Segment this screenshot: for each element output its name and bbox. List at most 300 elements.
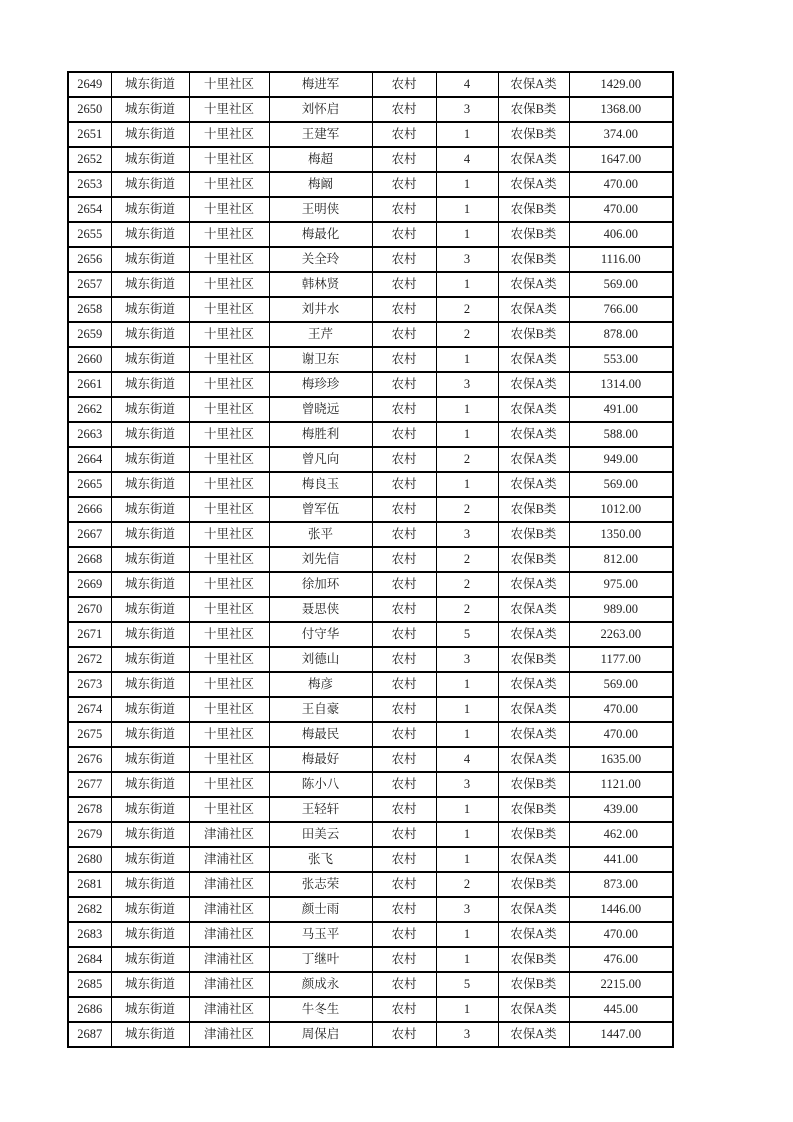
table-cell: 3 <box>436 372 498 397</box>
table-cell: 农保A类 <box>498 297 569 322</box>
table-cell: 津浦社区 <box>189 997 269 1022</box>
table-cell: 农保A类 <box>498 72 569 97</box>
table-cell: 1647.00 <box>569 147 673 172</box>
table-cell: 2687 <box>68 1022 111 1047</box>
table-cell: 2 <box>436 872 498 897</box>
table-cell: 梅珍珍 <box>269 372 372 397</box>
table-cell: 城东街道 <box>111 447 189 472</box>
table-row <box>68 147 673 172</box>
table-row <box>68 272 673 297</box>
table-cell: 梅最化 <box>269 222 372 247</box>
table-cell: 城东街道 <box>111 497 189 522</box>
table-cell: 王轻轩 <box>269 797 372 822</box>
table-cell: 城东街道 <box>111 297 189 322</box>
table-cell: 城东街道 <box>111 997 189 1022</box>
table-cell: 1177.00 <box>569 647 673 672</box>
table-cell: 1121.00 <box>569 772 673 797</box>
table-cell: 1012.00 <box>569 497 673 522</box>
table-cell: 城东街道 <box>111 197 189 222</box>
table-cell: 农村 <box>372 197 436 222</box>
table-cell: 十里社区 <box>189 72 269 97</box>
table-cell: 农保B类 <box>498 222 569 247</box>
table-cell: 农村 <box>372 997 436 1022</box>
table-row <box>68 647 673 672</box>
table-cell: 2676 <box>68 747 111 772</box>
records-table <box>67 71 674 1048</box>
table-row <box>68 597 673 622</box>
table-cell: 1 <box>436 272 498 297</box>
table-cell: 农保A类 <box>498 722 569 747</box>
table-cell: 农村 <box>372 772 436 797</box>
table-row <box>68 297 673 322</box>
table-cell: 十里社区 <box>189 747 269 772</box>
table-cell: 王自豪 <box>269 697 372 722</box>
table-cell: 十里社区 <box>189 447 269 472</box>
table-cell: 1368.00 <box>569 97 673 122</box>
table-cell: 梅最民 <box>269 722 372 747</box>
table-row <box>68 822 673 847</box>
table-row <box>68 447 673 472</box>
table-cell: 十里社区 <box>189 197 269 222</box>
table-row <box>68 722 673 747</box>
table-cell: 曾凡向 <box>269 447 372 472</box>
table-row <box>68 847 673 872</box>
table-cell: 付守华 <box>269 622 372 647</box>
table-row <box>68 222 673 247</box>
table-cell: 梅进军 <box>269 72 372 97</box>
table-cell: 农保B类 <box>498 197 569 222</box>
table-cell: 十里社区 <box>189 647 269 672</box>
table-row <box>68 922 673 947</box>
table-row <box>68 347 673 372</box>
table-cell: 1 <box>436 122 498 147</box>
table-cell: 农村 <box>372 172 436 197</box>
table-cell: 城东街道 <box>111 97 189 122</box>
table-cell: 农村 <box>372 697 436 722</box>
table-cell: 2658 <box>68 297 111 322</box>
table-cell: 470.00 <box>569 922 673 947</box>
table-cell: 2655 <box>68 222 111 247</box>
table-cell: 农保A类 <box>498 372 569 397</box>
table-cell: 农村 <box>372 347 436 372</box>
table-cell: 农保B类 <box>498 97 569 122</box>
table-cell: 农村 <box>372 272 436 297</box>
table-cell: 476.00 <box>569 947 673 972</box>
table-row <box>68 897 673 922</box>
table-cell: 十里社区 <box>189 297 269 322</box>
table-cell: 2653 <box>68 172 111 197</box>
table-cell: 张平 <box>269 522 372 547</box>
table-cell: 田美云 <box>269 822 372 847</box>
table-cell: 农村 <box>372 972 436 997</box>
table-row <box>68 622 673 647</box>
table-cell: 农保A类 <box>498 697 569 722</box>
table-cell: 农村 <box>372 597 436 622</box>
table-cell: 城东街道 <box>111 247 189 272</box>
table-cell: 农保A类 <box>498 422 569 447</box>
table-cell: 十里社区 <box>189 522 269 547</box>
table-cell: 十里社区 <box>189 397 269 422</box>
table-cell: 3 <box>436 1022 498 1047</box>
table-row <box>68 772 673 797</box>
table-cell: 2 <box>436 572 498 597</box>
table-cell: 农村 <box>372 472 436 497</box>
table-cell: 城东街道 <box>111 822 189 847</box>
table-cell: 津浦社区 <box>189 1022 269 1047</box>
table-cell: 农村 <box>372 97 436 122</box>
table-cell: 2664 <box>68 447 111 472</box>
table-cell: 1 <box>436 422 498 447</box>
table-row <box>68 97 673 122</box>
table-cell: 873.00 <box>569 872 673 897</box>
table-row <box>68 247 673 272</box>
table-cell: 2677 <box>68 772 111 797</box>
table-cell: 农保A类 <box>498 997 569 1022</box>
table-cell: 农村 <box>372 547 436 572</box>
table-cell: 农村 <box>372 397 436 422</box>
table-cell: 王芹 <box>269 322 372 347</box>
table-cell: 城东街道 <box>111 747 189 772</box>
table-cell: 1429.00 <box>569 72 673 97</box>
table-cell: 农保A类 <box>498 272 569 297</box>
table-cell: 1 <box>436 172 498 197</box>
table-cell: 农保A类 <box>498 597 569 622</box>
table-cell: 农村 <box>372 797 436 822</box>
table-cell: 十里社区 <box>189 497 269 522</box>
table-cell: 3 <box>436 897 498 922</box>
table-cell: 城东街道 <box>111 797 189 822</box>
table-cell: 十里社区 <box>189 222 269 247</box>
table-cell: 十里社区 <box>189 572 269 597</box>
table-cell: 5 <box>436 972 498 997</box>
table-cell: 梅阚 <box>269 172 372 197</box>
table-cell: 1 <box>436 997 498 1022</box>
table-cell: 刘德山 <box>269 647 372 672</box>
table-cell: 农村 <box>372 1022 436 1047</box>
table-cell: 十里社区 <box>189 722 269 747</box>
table-cell: 十里社区 <box>189 172 269 197</box>
table-cell: 2673 <box>68 672 111 697</box>
table-cell: 农保A类 <box>498 472 569 497</box>
table-cell: 农保A类 <box>498 922 569 947</box>
table-cell: 农村 <box>372 322 436 347</box>
table-cell: 470.00 <box>569 172 673 197</box>
table-cell: 津浦社区 <box>189 972 269 997</box>
table-cell: 十里社区 <box>189 697 269 722</box>
table-cell: 2 <box>436 597 498 622</box>
table-cell: 农村 <box>372 822 436 847</box>
table-cell: 城东街道 <box>111 397 189 422</box>
table-cell: 1 <box>436 797 498 822</box>
table-cell: 农村 <box>372 447 436 472</box>
table-cell: 1116.00 <box>569 247 673 272</box>
table-cell: 2656 <box>68 247 111 272</box>
table-cell: 聂思侠 <box>269 597 372 622</box>
table-cell: 2678 <box>68 797 111 822</box>
table-cell: 2671 <box>68 622 111 647</box>
table-cell: 2682 <box>68 897 111 922</box>
table-cell: 2263.00 <box>569 622 673 647</box>
table-cell: 766.00 <box>569 297 673 322</box>
table-cell: 2679 <box>68 822 111 847</box>
table-cell: 462.00 <box>569 822 673 847</box>
table-cell: 城东街道 <box>111 772 189 797</box>
table-row <box>68 397 673 422</box>
table-cell: 农保A类 <box>498 447 569 472</box>
table-cell: 3 <box>436 247 498 272</box>
table-cell: 农保B类 <box>498 797 569 822</box>
table-cell: 农村 <box>372 222 436 247</box>
table-cell: 梅彦 <box>269 672 372 697</box>
table-cell: 刘怀启 <box>269 97 372 122</box>
table-cell: 农保A类 <box>498 622 569 647</box>
table-cell: 1 <box>436 347 498 372</box>
table-cell: 农保B类 <box>498 522 569 547</box>
table-cell: 2661 <box>68 372 111 397</box>
table-row <box>68 672 673 697</box>
table-cell: 城东街道 <box>111 122 189 147</box>
table-cell: 城东街道 <box>111 672 189 697</box>
table-cell: 城东街道 <box>111 847 189 872</box>
table-cell: 十里社区 <box>189 672 269 697</box>
table-cell: 1 <box>436 472 498 497</box>
table-cell: 445.00 <box>569 997 673 1022</box>
table-row <box>68 997 673 1022</box>
table-cell: 城东街道 <box>111 147 189 172</box>
table-cell: 十里社区 <box>189 597 269 622</box>
table-cell: 城东街道 <box>111 522 189 547</box>
table-cell: 1 <box>436 822 498 847</box>
table-cell: 2670 <box>68 597 111 622</box>
table-cell: 2681 <box>68 872 111 897</box>
table-cell: 农保B类 <box>498 872 569 897</box>
table-cell: 农村 <box>372 647 436 672</box>
table-cell: 牛冬生 <box>269 997 372 1022</box>
table-cell: 津浦社区 <box>189 897 269 922</box>
table-cell: 十里社区 <box>189 147 269 172</box>
table-cell: 农村 <box>372 247 436 272</box>
table-cell: 491.00 <box>569 397 673 422</box>
table-row <box>68 572 673 597</box>
table-cell: 十里社区 <box>189 422 269 447</box>
table-cell: 农保B类 <box>498 247 569 272</box>
table-cell: 颜成永 <box>269 972 372 997</box>
table-cell: 徐加环 <box>269 572 372 597</box>
table-cell: 2669 <box>68 572 111 597</box>
table-cell: 十里社区 <box>189 247 269 272</box>
table-cell: 2667 <box>68 522 111 547</box>
table-cell: 989.00 <box>569 597 673 622</box>
table-cell: 梅最好 <box>269 747 372 772</box>
table-cell: 农村 <box>372 847 436 872</box>
table-cell: 406.00 <box>569 222 673 247</box>
table-cell: 十里社区 <box>189 372 269 397</box>
table-row <box>68 872 673 897</box>
table-cell: 2649 <box>68 72 111 97</box>
table-row <box>68 797 673 822</box>
table-cell: 农村 <box>372 297 436 322</box>
table-cell: 2650 <box>68 97 111 122</box>
table-cell: 津浦社区 <box>189 922 269 947</box>
table-cell: 569.00 <box>569 272 673 297</box>
table-cell: 韩林贤 <box>269 272 372 297</box>
table-cell: 农保B类 <box>498 972 569 997</box>
table-cell: 农村 <box>372 872 436 897</box>
table-cell: 农保A类 <box>498 572 569 597</box>
table-cell: 农保B类 <box>498 822 569 847</box>
table-cell: 十里社区 <box>189 97 269 122</box>
table-cell: 4 <box>436 747 498 772</box>
table-cell: 5 <box>436 622 498 647</box>
table-cell: 农保B类 <box>498 647 569 672</box>
table-cell: 439.00 <box>569 797 673 822</box>
table-cell: 470.00 <box>569 722 673 747</box>
table-cell: 3 <box>436 522 498 547</box>
table-cell: 曾晓远 <box>269 397 372 422</box>
table-cell: 马玉平 <box>269 922 372 947</box>
table-cell: 十里社区 <box>189 322 269 347</box>
table-cell: 王明侠 <box>269 197 372 222</box>
table-cell: 城东街道 <box>111 172 189 197</box>
table-cell: 城东街道 <box>111 547 189 572</box>
table-cell: 3 <box>436 647 498 672</box>
table-cell: 十里社区 <box>189 272 269 297</box>
table-cell: 农村 <box>372 422 436 447</box>
table-cell: 农保B类 <box>498 947 569 972</box>
table-cell: 城东街道 <box>111 222 189 247</box>
table-cell: 农保B类 <box>498 322 569 347</box>
records-table-body <box>68 72 673 1047</box>
table-cell: 2651 <box>68 122 111 147</box>
table-row <box>68 422 673 447</box>
table-cell: 2665 <box>68 472 111 497</box>
table-cell: 农村 <box>372 372 436 397</box>
table-cell: 3 <box>436 97 498 122</box>
table-cell: 周保启 <box>269 1022 372 1047</box>
table-cell: 农村 <box>372 922 436 947</box>
table-cell: 城东街道 <box>111 272 189 297</box>
table-cell: 2 <box>436 297 498 322</box>
table-cell: 农保A类 <box>498 1022 569 1047</box>
table-cell: 588.00 <box>569 422 673 447</box>
table-cell: 1 <box>436 672 498 697</box>
table-cell: 十里社区 <box>189 122 269 147</box>
table-cell: 城东街道 <box>111 347 189 372</box>
table-row <box>68 522 673 547</box>
table-cell: 2686 <box>68 997 111 1022</box>
table-cell: 2684 <box>68 947 111 972</box>
table-cell: 农村 <box>372 947 436 972</box>
table-cell: 1 <box>436 397 498 422</box>
table-cell: 1 <box>436 922 498 947</box>
table-cell: 农村 <box>372 572 436 597</box>
table-row <box>68 697 673 722</box>
table-cell: 农保B类 <box>498 497 569 522</box>
table-cell: 城东街道 <box>111 322 189 347</box>
table-cell: 470.00 <box>569 197 673 222</box>
table-cell: 城东街道 <box>111 572 189 597</box>
table-cell: 1350.00 <box>569 522 673 547</box>
table-cell: 374.00 <box>569 122 673 147</box>
table-cell: 刘先信 <box>269 547 372 572</box>
table-cell: 1314.00 <box>569 372 673 397</box>
table-cell: 2662 <box>68 397 111 422</box>
table-cell: 1 <box>436 847 498 872</box>
table-cell: 2663 <box>68 422 111 447</box>
table-row <box>68 372 673 397</box>
table-cell: 津浦社区 <box>189 872 269 897</box>
table-cell: 2 <box>436 447 498 472</box>
table-row <box>68 497 673 522</box>
table-cell: 城东街道 <box>111 697 189 722</box>
table-cell: 2 <box>436 322 498 347</box>
table-cell: 1635.00 <box>569 747 673 772</box>
table-cell: 2675 <box>68 722 111 747</box>
table-cell: 津浦社区 <box>189 947 269 972</box>
table-cell: 十里社区 <box>189 547 269 572</box>
table-cell: 1446.00 <box>569 897 673 922</box>
table-cell: 城东街道 <box>111 372 189 397</box>
table-cell: 441.00 <box>569 847 673 872</box>
table-cell: 2652 <box>68 147 111 172</box>
table-cell: 城东街道 <box>111 922 189 947</box>
table-row <box>68 747 673 772</box>
table-cell: 农保A类 <box>498 347 569 372</box>
table-cell: 张飞 <box>269 847 372 872</box>
table-cell: 津浦社区 <box>189 847 269 872</box>
table-cell: 农村 <box>372 747 436 772</box>
table-cell: 农保B类 <box>498 122 569 147</box>
table-cell: 812.00 <box>569 547 673 572</box>
table-row <box>68 947 673 972</box>
table-cell: 农村 <box>372 497 436 522</box>
table-cell: 梅良玉 <box>269 472 372 497</box>
table-cell: 颜士雨 <box>269 897 372 922</box>
table-cell: 4 <box>436 72 498 97</box>
table-cell: 农保A类 <box>498 897 569 922</box>
table-cell: 2674 <box>68 697 111 722</box>
table-row <box>68 72 673 97</box>
table-cell: 2659 <box>68 322 111 347</box>
table-cell: 2660 <box>68 347 111 372</box>
table-cell: 刘井水 <box>269 297 372 322</box>
table-cell: 谢卫东 <box>269 347 372 372</box>
table-cell: 1 <box>436 697 498 722</box>
table-cell: 十里社区 <box>189 772 269 797</box>
table-cell: 关全玲 <box>269 247 372 272</box>
table-cell: 878.00 <box>569 322 673 347</box>
table-cell: 农保A类 <box>498 747 569 772</box>
table-cell: 2666 <box>68 497 111 522</box>
table-cell: 梅超 <box>269 147 372 172</box>
table-cell: 农村 <box>372 672 436 697</box>
table-cell: 1 <box>436 722 498 747</box>
table-cell: 城东街道 <box>111 622 189 647</box>
table-row <box>68 172 673 197</box>
table-cell: 梅胜利 <box>269 422 372 447</box>
table-cell: 农保A类 <box>498 672 569 697</box>
table-cell: 城东街道 <box>111 722 189 747</box>
table-cell: 城东街道 <box>111 897 189 922</box>
table-cell: 1 <box>436 222 498 247</box>
table-cell: 城东街道 <box>111 1022 189 1047</box>
table-row <box>68 472 673 497</box>
table-cell: 城东街道 <box>111 472 189 497</box>
table-cell: 农村 <box>372 72 436 97</box>
table-cell: 2683 <box>68 922 111 947</box>
table-cell: 农保B类 <box>498 772 569 797</box>
table-cell: 农村 <box>372 147 436 172</box>
